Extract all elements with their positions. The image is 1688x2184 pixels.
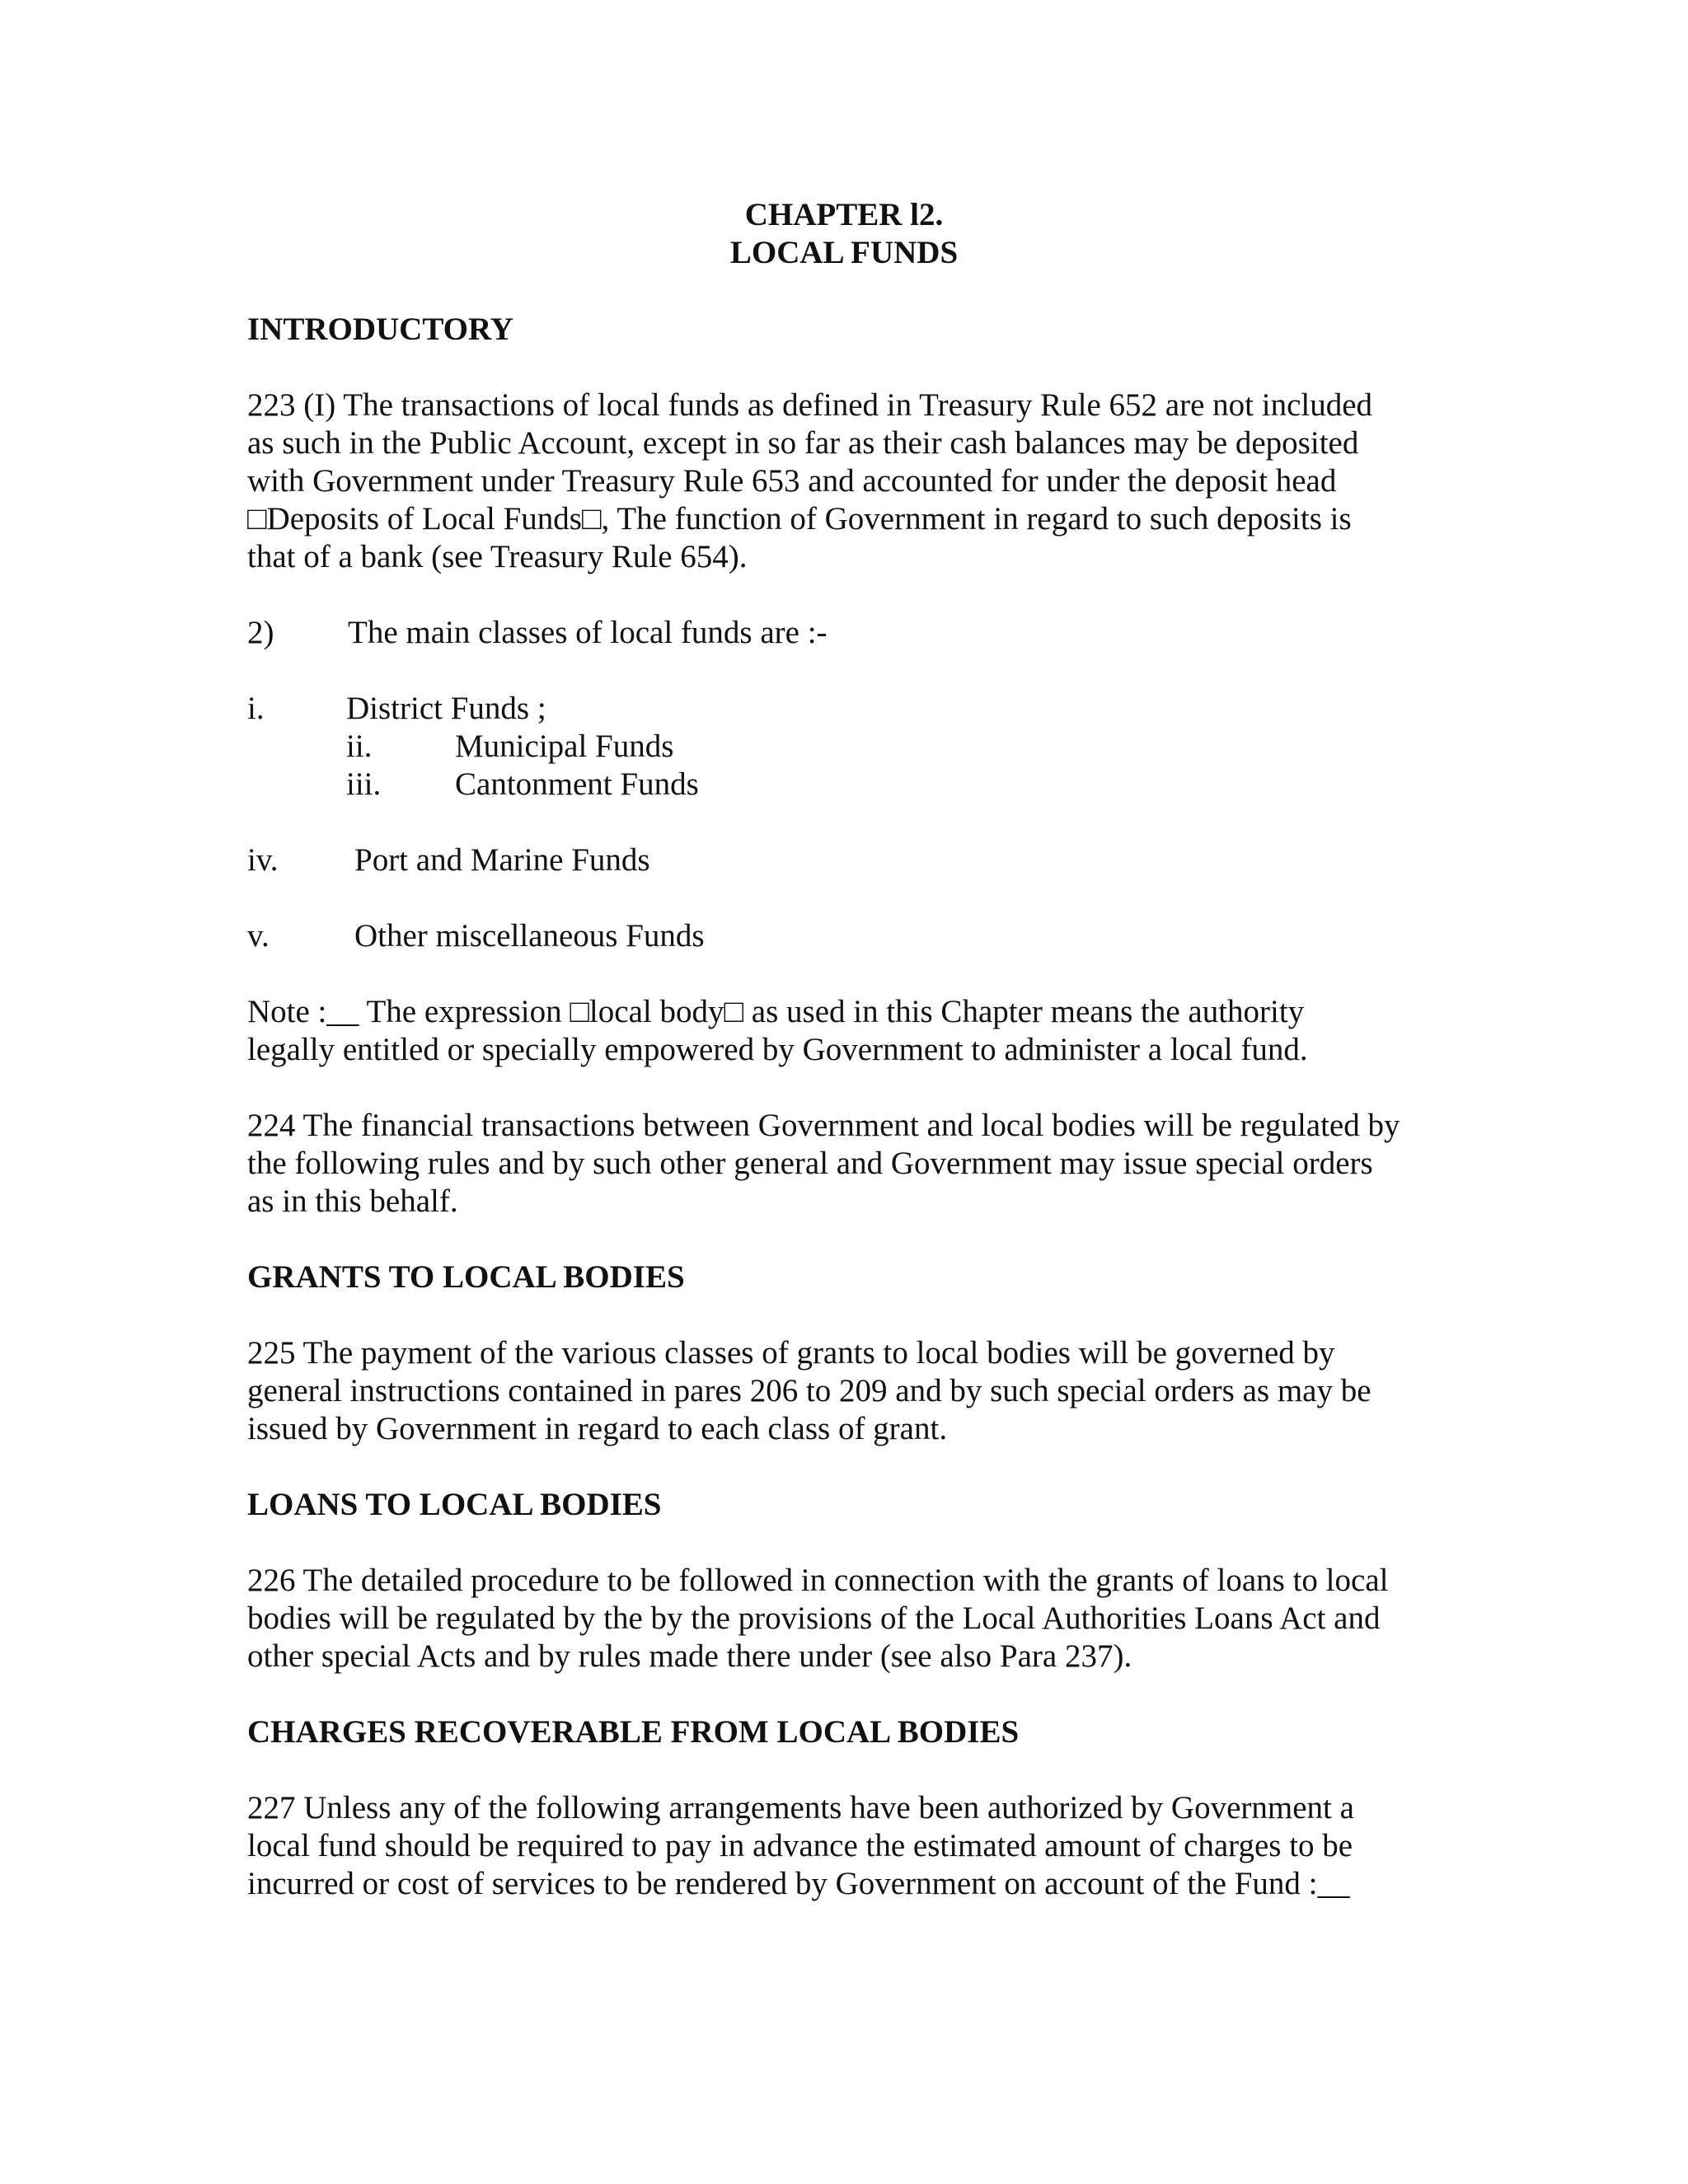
list-item-number: i. — [247, 691, 265, 726]
list-item-label: Other miscellaneous Funds — [354, 918, 705, 954]
list-item-number: iv. — [247, 842, 279, 878]
list-item-label: District Funds ; — [346, 691, 546, 726]
paragraph-line: 227 Unless any of the following arrangements have been authorized by Government a — [247, 1790, 1354, 1825]
paragraph-line: issued by Government in regard to each class of grant. — [247, 1411, 948, 1446]
paragraph-line: incurred or cost of services to be rendered by Government on account of the Fund :__ — [247, 1866, 1350, 1901]
paragraph-2-text: The main classes of local funds are :- — [348, 615, 828, 650]
paragraph-line: local fund should be required to pay in advance the estimated amount of charges to be — [247, 1828, 1353, 1863]
paragraph-line: other special Acts and by rules made there under (see also Para 237). — [247, 1638, 1132, 1674]
paragraph-line: as in this behalf. — [247, 1183, 458, 1219]
paragraph-line: 224 The financial transactions between Government and local bodies will be regulated by — [247, 1108, 1400, 1143]
paragraph-2-number: 2) — [247, 615, 274, 650]
chapter-title: LOCAL FUNDS — [729, 235, 959, 270]
paragraph-227 — [247, 1789, 1442, 1903]
paragraph-line: legally entitled or specially empowered by Government to administer a local fund. — [247, 1032, 1308, 1067]
paragraph-line: with Government under Treasury Rule 653 and accounted for under the deposit head — [247, 463, 1337, 499]
list-item-label: Port and Marine Funds — [354, 842, 650, 878]
paragraph-line: 226 The detailed procedure to be followed in connection with the grants of loans to local — [247, 1563, 1389, 1598]
list-item-number: iii. — [346, 766, 382, 802]
paragraph-224 — [247, 1107, 1442, 1221]
section-heading-introductory: INTRODUCTORY — [247, 312, 513, 347]
section-heading-charges: CHARGES RECOVERABLE FROM LOCAL BODIES — [247, 1714, 1020, 1750]
paragraph-226 — [247, 1562, 1442, 1675]
paragraph-line: 223 (I) The transactions of local funds as defined in Treasury Rule 652 are not included — [247, 387, 1373, 423]
section-heading-loans: LOANS TO LOCAL BODIES — [247, 1487, 662, 1522]
paragraph-line: as such in the Public Account, except in so far as their cash balances may be deposited — [247, 425, 1359, 461]
note-paragraph — [247, 993, 1442, 1069]
section-heading-grants: GRANTS TO LOCAL BODIES — [247, 1259, 685, 1295]
paragraph-line: general instructions contained in pares 206 to 209 and by such special orders as may be — [247, 1373, 1372, 1408]
paragraph-line: the following rules and by such other general and Government may issue special orders — [247, 1146, 1373, 1181]
list-item-number: v. — [247, 918, 270, 954]
paragraph-line: □Deposits of Local Funds□, The function of Government in regard to such deposits is — [247, 501, 1352, 537]
paragraph-line: that of a bank (see Treasury Rule 654). — [247, 539, 748, 574]
paragraph-223 — [247, 387, 1442, 576]
paragraph-225 — [247, 1334, 1442, 1448]
list-item-label: Municipal Funds — [455, 729, 674, 764]
paragraph-line: bodies will be regulated by the by the provisions of the Local Authorities Loans Act and — [247, 1601, 1381, 1636]
paragraph-line: 225 The payment of the various classes of grants to local bodies will be governed by — [247, 1335, 1335, 1371]
list-item-label: Cantonment Funds — [455, 766, 699, 802]
list-item-number: ii. — [346, 729, 373, 764]
chapter-number: CHAPTER l2. — [744, 197, 944, 232]
paragraph-line: Note :__ The expression □local body□ as used in this Chapter means the authority — [247, 994, 1305, 1029]
